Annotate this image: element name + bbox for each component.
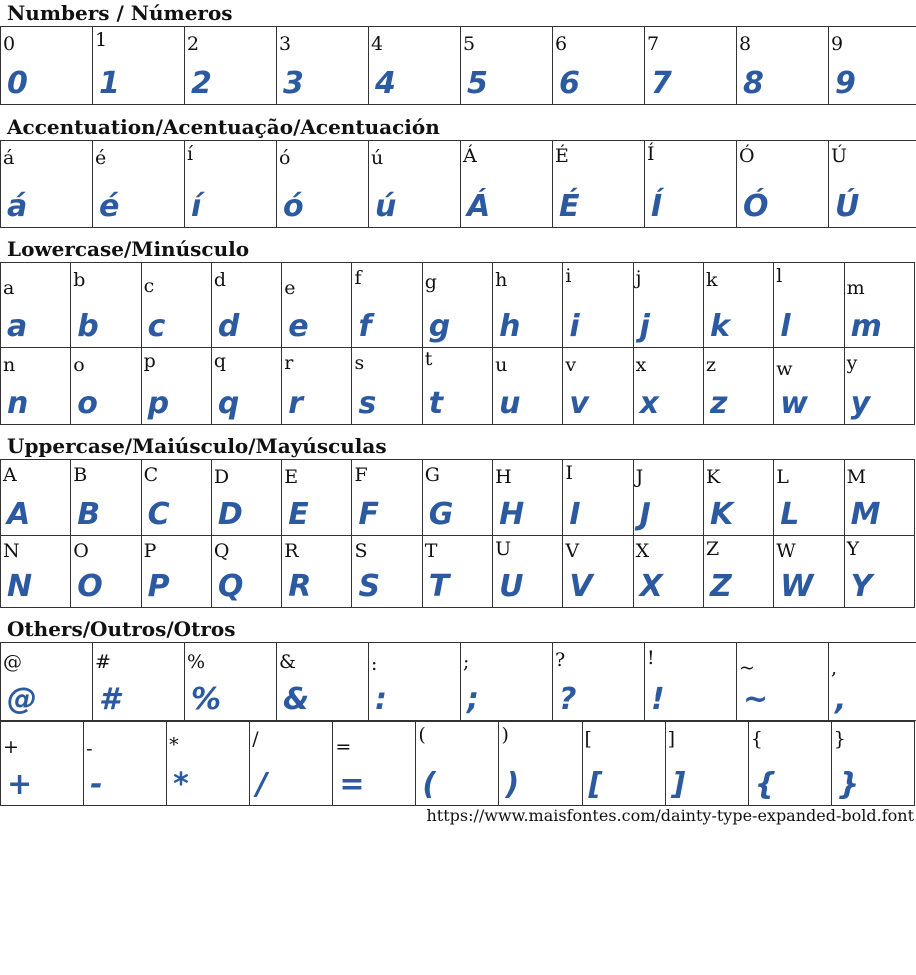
glyph-cell <box>1 722 84 806</box>
char-label: 6 <box>555 33 568 55</box>
glyph-sample: G <box>428 497 454 532</box>
glyph-sample: , <box>835 682 847 717</box>
char-label: w <box>776 358 793 380</box>
glyph-cell <box>461 27 553 105</box>
glyph-sample: D <box>217 497 243 532</box>
glyph-cell <box>333 722 416 806</box>
glyph-cell <box>282 263 352 348</box>
glyph-sample: E <box>288 497 309 532</box>
char-label: n <box>3 354 16 376</box>
glyph-cell <box>369 141 461 228</box>
glyph-sample: Y <box>850 569 873 604</box>
glyph-cell <box>563 348 633 425</box>
char-label: ó <box>279 147 291 169</box>
glyph-cell <box>582 722 665 806</box>
char-label: ] <box>667 728 676 750</box>
glyph-sample: q <box>217 386 240 421</box>
glyph-sample: ; <box>467 682 479 717</box>
glyph-sample: ) <box>505 767 520 802</box>
glyph-cell <box>422 460 492 536</box>
glyph-cell <box>774 263 844 348</box>
glyph-cell <box>774 348 844 425</box>
glyph-sample: z <box>709 386 728 421</box>
char-label: Ú <box>831 145 848 167</box>
glyph-cell <box>563 460 633 536</box>
accentuation-grid <box>0 140 916 228</box>
glyph-cell <box>829 27 916 105</box>
glyph-cell <box>250 722 333 806</box>
glyph-cell <box>277 141 369 228</box>
glyph-sample: u <box>499 386 521 421</box>
glyph-cell <box>1 141 93 228</box>
char-label: 2 <box>187 33 200 55</box>
uppercase-grid <box>0 459 915 608</box>
glyph-cell <box>461 141 553 228</box>
glyph-cell <box>499 722 582 806</box>
glyph-cell <box>422 348 492 425</box>
glyph-sample: p <box>147 386 170 421</box>
char-label: Q <box>213 540 230 562</box>
glyph-cell <box>352 348 422 425</box>
glyph-cell <box>71 348 141 425</box>
char-label: 5 <box>463 33 476 55</box>
glyph-sample: ( <box>422 767 437 802</box>
char-label: Y <box>846 538 860 560</box>
glyph-sample: X <box>639 569 663 604</box>
char-label: q <box>213 350 227 372</box>
glyph-cell <box>774 536 844 608</box>
glyph-cell <box>553 141 645 228</box>
glyph-cell <box>737 27 829 105</box>
char-label: é <box>95 147 107 169</box>
glyph-cell <box>167 722 250 806</box>
glyph-cell <box>665 722 748 806</box>
char-label: z <box>705 354 716 376</box>
glyph-sample: á <box>7 189 28 224</box>
glyph-cell <box>774 460 844 536</box>
glyph-sample: s <box>358 386 377 421</box>
char-label: o <box>73 354 85 376</box>
char-label: D <box>213 466 230 488</box>
glyph-cell <box>211 348 281 425</box>
char-label: G <box>424 464 440 486</box>
char-label: j <box>635 267 642 289</box>
glyph-cell <box>1 536 71 608</box>
char-label: x <box>635 354 647 376</box>
char-label: U <box>495 538 512 560</box>
glyph-cell <box>493 348 563 425</box>
char-label: ) <box>501 724 509 746</box>
glyph-sample: o <box>77 386 98 421</box>
char-label: ~ <box>739 657 755 679</box>
glyph-sample: T <box>428 569 450 604</box>
glyph-cell <box>277 27 369 105</box>
glyph-sample: @ <box>7 682 37 717</box>
glyph-sample: k <box>709 309 730 344</box>
glyph-cell <box>829 643 916 721</box>
section-title-others: Others/Outros/Otros <box>7 617 236 641</box>
glyph-sample: c <box>147 309 166 344</box>
glyph-cell <box>282 460 352 536</box>
glyph-cell <box>748 722 831 806</box>
char-label: u <box>495 354 508 376</box>
char-label: A <box>3 464 17 486</box>
char-label: T <box>424 540 438 562</box>
glyph-sample: h <box>499 309 521 344</box>
char-label: F <box>354 464 368 486</box>
glyph-sample: e <box>288 309 309 344</box>
glyph-sample: f <box>358 309 372 344</box>
glyph-cell <box>71 263 141 348</box>
others-grid-1 <box>0 642 916 721</box>
glyph-sample: Z <box>709 569 732 604</box>
glyph-sample: 5 <box>467 66 488 101</box>
glyph-sample: } <box>837 767 860 802</box>
char-label: # <box>95 651 111 673</box>
char-label: s <box>354 352 365 374</box>
glyph-cell <box>211 460 281 536</box>
glyph-sample: i <box>569 309 580 344</box>
glyph-sample: C <box>147 497 170 532</box>
glyph-cell <box>1 460 71 536</box>
char-label: [ <box>584 728 592 750</box>
char-label: / <box>252 728 259 750</box>
glyph-cell <box>211 263 281 348</box>
char-label: É <box>555 145 569 167</box>
char-label: c <box>143 275 155 297</box>
glyph-sample: W <box>780 569 814 604</box>
lowercase-row-2 <box>1 348 915 425</box>
char-label: b <box>73 269 86 291</box>
glyph-cell <box>352 460 422 536</box>
char-label: ú <box>371 147 384 169</box>
char-label: E <box>284 466 299 488</box>
glyph-sample: K <box>709 497 734 532</box>
glyph-cell <box>141 460 211 536</box>
section-title-numbers: Numbers / Números <box>7 1 233 25</box>
glyph-sample: # <box>99 682 120 717</box>
others-row-1 <box>1 643 916 721</box>
glyph-sample: A <box>7 497 31 532</box>
char-label: O <box>73 540 89 562</box>
char-label: W <box>776 540 796 562</box>
char-label: Í <box>647 143 655 165</box>
char-label: Ó <box>739 145 755 167</box>
char-label: m <box>846 277 865 299</box>
char-label: d <box>213 269 227 291</box>
char-label: 9 <box>831 33 844 55</box>
char-label: Á <box>463 145 477 167</box>
uppercase-row-2 <box>1 536 915 608</box>
uppercase-row-1 <box>1 460 915 536</box>
char-label: H <box>495 466 512 488</box>
glyph-sample: ! <box>651 682 665 717</box>
char-label: P <box>143 540 157 562</box>
glyph-sample: S <box>358 569 381 604</box>
glyph-cell <box>553 643 645 721</box>
glyph-sample: { <box>754 767 777 802</box>
char-label: & <box>279 651 296 673</box>
glyph-cell <box>93 27 185 105</box>
glyph-sample: Q <box>217 569 244 604</box>
glyph-sample: 6 <box>559 66 580 101</box>
glyph-cell <box>563 263 633 348</box>
glyph-sample: a <box>7 309 28 344</box>
glyph-cell <box>185 643 277 721</box>
glyph-sample: 4 <box>375 66 396 101</box>
glyph-sample: L <box>780 497 800 532</box>
glyph-sample: F <box>358 497 379 532</box>
glyph-cell <box>553 27 645 105</box>
glyph-cell <box>645 27 737 105</box>
glyph-sample: V <box>569 569 593 604</box>
glyph-cell <box>282 536 352 608</box>
glyph-sample: í <box>191 189 202 224</box>
glyph-cell <box>93 141 185 228</box>
glyph-cell <box>493 460 563 536</box>
char-label: M <box>846 466 867 488</box>
lowercase-row-1 <box>1 263 915 348</box>
glyph-sample: Ú <box>835 189 860 224</box>
glyph-cell <box>844 460 914 536</box>
char-label: ? <box>555 649 566 671</box>
glyph-cell <box>493 263 563 348</box>
char-label: R <box>284 540 299 562</box>
glyph-sample: I <box>569 497 581 532</box>
glyph-cell <box>831 722 914 806</box>
char-label: f <box>354 267 362 289</box>
char-label: ! <box>647 647 655 669</box>
char-label: k <box>705 269 718 291</box>
char-label: Z <box>705 538 720 560</box>
glyph-sample: 1 <box>99 66 120 101</box>
glyph-cell <box>93 643 185 721</box>
char-label: 4 <box>371 33 384 55</box>
glyph-cell <box>185 27 277 105</box>
char-label: h <box>495 269 508 291</box>
glyph-sample: B <box>77 497 101 532</box>
glyph-cell <box>633 460 703 536</box>
char-label: v <box>565 354 577 376</box>
char-label: ( <box>418 724 426 746</box>
glyph-sample: = <box>339 767 365 802</box>
glyph-sample: w <box>780 386 808 421</box>
glyph-sample: ú <box>375 189 397 224</box>
char-label: á <box>3 147 15 169</box>
char-label: N <box>3 540 20 562</box>
glyph-cell <box>141 348 211 425</box>
glyph-cell <box>703 536 773 608</box>
glyph-sample: O <box>77 569 103 604</box>
section-title-lowercase: Lowercase/Minúsculo <box>7 237 250 261</box>
char-label: l <box>776 265 783 287</box>
glyph-sample: v <box>569 386 589 421</box>
glyph-sample: J <box>639 497 651 532</box>
glyph-cell <box>141 263 211 348</box>
glyph-cell <box>737 643 829 721</box>
glyph-cell <box>737 141 829 228</box>
glyph-cell <box>141 536 211 608</box>
glyph-cell <box>829 141 916 228</box>
char-label: y <box>846 352 858 374</box>
char-label: p <box>143 350 156 372</box>
char-label: 0 <box>3 33 16 55</box>
glyph-sample: P <box>147 569 170 604</box>
char-label: X <box>635 540 650 562</box>
glyph-cell <box>185 141 277 228</box>
char-label: K <box>705 466 721 488</box>
glyph-sample: 2 <box>191 66 212 101</box>
glyph-sample: % <box>191 682 222 717</box>
glyph-cell <box>369 27 461 105</box>
glyph-cell <box>844 348 914 425</box>
numbers-row <box>1 27 916 105</box>
glyph-cell <box>1 263 71 348</box>
char-label: } <box>833 728 846 750</box>
glyph-cell <box>422 536 492 608</box>
char-label: L <box>776 466 789 488</box>
glyph-sample: j <box>639 309 650 344</box>
glyph-cell <box>645 643 737 721</box>
lowercase-grid <box>0 262 915 425</box>
glyph-sample: ó <box>283 189 304 224</box>
glyph-cell <box>282 348 352 425</box>
numbers-grid <box>0 26 916 105</box>
glyph-sample: M <box>850 497 881 532</box>
glyph-sample: [ <box>588 767 603 802</box>
char-label: B <box>73 464 88 486</box>
char-label: r <box>284 352 294 374</box>
others-row-2 <box>1 722 915 806</box>
glyph-cell <box>84 722 167 806</box>
glyph-sample: m <box>850 309 882 344</box>
char-label: t <box>424 348 433 370</box>
glyph-cell <box>277 643 369 721</box>
glyph-cell <box>493 536 563 608</box>
char-label: - <box>86 738 93 760</box>
char-label: J <box>635 466 644 488</box>
section-title-accentuation: Accentuation/Acentuação/Acentuación <box>7 115 440 139</box>
glyph-sample: b <box>77 309 99 344</box>
glyph-sample: É <box>559 189 580 224</box>
glyph-cell <box>645 141 737 228</box>
glyph-sample: t <box>428 386 444 421</box>
glyph-cell <box>633 263 703 348</box>
glyph-cell <box>211 536 281 608</box>
glyph-cell <box>1 643 93 721</box>
section-title-uppercase: Uppercase/Maiúsculo/Mayúsculas <box>7 434 387 458</box>
glyph-cell <box>369 643 461 721</box>
glyph-sample: H <box>499 497 525 532</box>
glyph-sample: - <box>90 767 103 802</box>
glyph-sample: 3 <box>283 66 304 101</box>
glyph-sample: é <box>99 189 120 224</box>
glyph-sample: R <box>288 569 312 604</box>
char-label: S <box>354 540 368 562</box>
glyph-sample: + <box>7 767 33 802</box>
char-label: @ <box>3 651 22 673</box>
glyph-sample: l <box>780 309 791 344</box>
glyph-cell <box>633 348 703 425</box>
char-label: C <box>143 464 159 486</box>
char-label: * <box>169 734 179 756</box>
glyph-cell <box>352 263 422 348</box>
glyph-cell <box>352 536 422 608</box>
char-label: , <box>831 657 838 679</box>
char-label: % <box>187 651 206 673</box>
glyph-sample: x <box>639 386 660 421</box>
glyph-cell <box>703 348 773 425</box>
char-label: { <box>750 728 763 750</box>
source-url: https://www.maisfontes.com/dainty-type-expanded-bold.font <box>426 806 914 825</box>
glyph-sample: 0 <box>7 66 28 101</box>
accentuation-row <box>1 141 916 228</box>
glyph-sample: d <box>217 309 240 344</box>
glyph-sample: 7 <box>651 66 672 101</box>
glyph-sample: Í <box>651 189 663 224</box>
glyph-cell <box>563 536 633 608</box>
others-grid-2 <box>0 721 915 806</box>
char-label: 8 <box>739 33 752 55</box>
char-label: 1 <box>95 29 108 51</box>
glyph-cell <box>844 263 914 348</box>
glyph-sample: 9 <box>835 66 856 101</box>
char-label: 7 <box>647 33 660 55</box>
char-label: V <box>565 540 580 562</box>
glyph-sample: ? <box>559 682 577 717</box>
glyph-sample: N <box>7 569 33 604</box>
glyph-sample: ] <box>671 767 686 802</box>
char-label: = <box>335 736 352 758</box>
char-label: e <box>284 277 296 299</box>
glyph-sample: Ó <box>743 189 769 224</box>
char-label: ; <box>463 651 470 673</box>
glyph-cell <box>71 460 141 536</box>
char-label: 3 <box>279 33 292 55</box>
glyph-cell <box>1 348 71 425</box>
char-label: í <box>187 143 194 165</box>
glyph-sample: / <box>256 767 268 802</box>
char-label: I <box>565 462 573 484</box>
glyph-cell <box>422 263 492 348</box>
char-label: + <box>3 736 19 758</box>
glyph-sample: r <box>288 386 303 421</box>
glyph-sample: U <box>499 569 524 604</box>
glyph-sample: 8 <box>743 66 764 101</box>
glyph-cell <box>461 643 553 721</box>
glyph-sample: : <box>375 682 387 717</box>
glyph-cell <box>71 536 141 608</box>
glyph-cell <box>416 722 499 806</box>
glyph-cell <box>703 263 773 348</box>
glyph-cell <box>633 536 703 608</box>
glyph-sample: n <box>7 386 29 421</box>
glyph-sample: g <box>428 309 451 344</box>
char-label: g <box>424 271 437 293</box>
glyph-sample: Á <box>467 189 491 224</box>
glyph-sample: * <box>173 767 189 802</box>
glyph-sample: y <box>850 386 871 421</box>
glyph-cell <box>703 460 773 536</box>
glyph-sample: ~ <box>743 682 769 717</box>
glyph-sample: & <box>283 682 310 717</box>
char-label: : <box>371 653 378 675</box>
char-label: i <box>565 265 572 287</box>
glyph-cell <box>844 536 914 608</box>
glyph-cell <box>1 27 93 105</box>
char-label: a <box>3 277 15 299</box>
